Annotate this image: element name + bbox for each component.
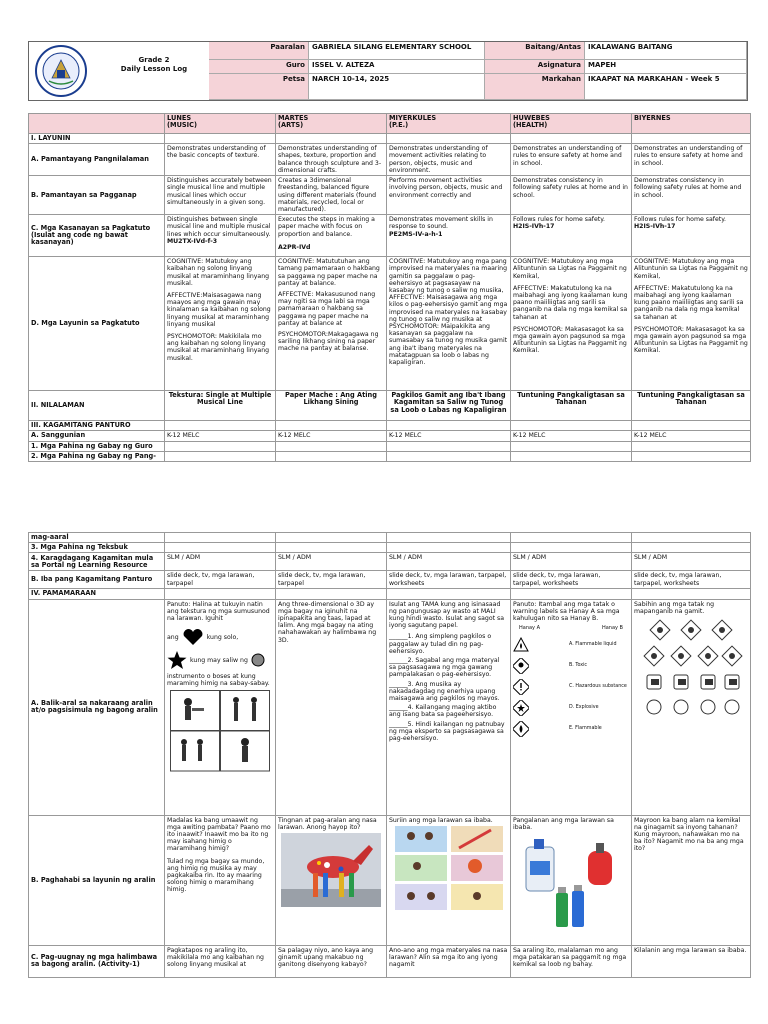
grade-level-label: Baitang/Antas (485, 42, 585, 60)
flame-warning-icon (513, 637, 529, 653)
paghahabi-wed: Suriin ang mga larawan sa ibaba. (387, 815, 511, 945)
chemical-containers-image (516, 833, 626, 933)
row-layunin-pagkatuto: D. Mga Layunin sa Pagkatuto COGNITIVE: Matutukoy ang kaibahan ng solong linyang musikal at maraminhang linyang musikal. AFFECTIVE:Maisasagawa nang maayos ang mga gawain may kinalaman sa kaibahan ng solong linyang musikal at maraminhang linyang musikal PSYCHOMOTOR: Makikilala mo ang kaibahan ng solong linyang musikal at maraminhang linyang musikal. COGNITIVE: Matututuhan ang tamang pamamaraan o hakbang sa paggawa ng paper mache na pantay at balance. AFFECTIVE: Makasusunod nang may ngiti sa mga labi sa mga pamamaraan o hakbang sa paggawa ng paper mache na pantay at balance at PSYCHOMOTOR:Makagagawa ng sariling likhang sining na paper mache na pantay at balanse. COGNITIVE: Matutukoy ang mga pang improvised na materyales na maaring gamitin sa paggalaw o pag-eehersisyo at pagsasayaw na kasabay ng tunog o saliw ng musika, AFFECTIVE: Maisasagawa ang mga kilos o pag-eehersisyo gamit ang mga improvised na materyales na kasabay ng tunog o saliw ng musika at PSYCHOMOTOR: Maipakikita ang kasanayan sa paggalaw na sumasabay sa tunog ng musika gamit ang iba't ibang materyales na matatagpuan sa loob o labas ng kapaligiran. COGNITIVE: Matutukoy ang mga Alituntunin sa Ligtas na Paggamit ng Kemikal, AFFECTIVE: Makatutulong ka na maibahagi ang iyong kaalaman kung paano maiiliigtas ang sarili sa panganib na dala ng mga kemikal sa tahanan at PSYCHOMOTOR: Makasasagot ka sa mga gawain ayon pagsunod sa mga Alituntunin sa Ligtas na Paggamit ng Kemikal. COGNITIVE: Matutukoy ang mga Alituntunin sa Ligtas na Paggamit ng Kemikal, AFFECTIVE: Makatutulong ka na maibahagi ang iyong kaalaman kung paano maiiliigtas ang sarili sa panganib na dala ng mga kemikal sa tahanan at PSYCHOMOTOR: Makasasagot ka sa mga gawain ayon pagsunod sa mga Alituntunin sa Ligtas na Paggamit ng Kemikal. (29, 257, 751, 391)
matching-list: A. Flammable liquid B. Toxic C. Hazardous substance D. Explosive E. Flammable (513, 634, 629, 739)
subject-label: Asignatura (485, 60, 585, 74)
row-paghahabi: B. Paghahabi sa layunin ng aralin Madalas ka bang umaawit ng mga awiting pambata? Paano mo ito inaawit? Inaawit mo ba ito ng may isahang himig o maramihang himig? Tulad ng mga bagay sa mundo, ang himig ng musika ay may pagkakaiba rin. Ito ay maaring solong himig o maramihang himig. Tingnan at pag-aralan ang nasa larawan. Anong hayop ito? Suriin ang mga larawan sa ibaba. Pangalanan ang mga larawan sa ibaba. Mayroon ka bang alam na kemikal na ginagamit sa inyong tahanan? Kung mayroon, nahawakan mo na ba ito? Nagamit mo na ba ang mga ito? (29, 815, 751, 945)
grade-label: Grade 2 (138, 56, 170, 64)
row-gabay-guro: 1. Mga Pahina ng Gabay ng Guro (29, 441, 751, 451)
quarter-value: IKAAPAT NA MARKAHAN - Week 5 (585, 74, 747, 100)
date-value: NARCH 10-14, 2025 (309, 74, 485, 100)
star-icon (167, 650, 187, 670)
paghahabi-thu: Pangalanan ang mga larawan sa ibaba. (511, 815, 632, 945)
paper-mache-horse-image (281, 833, 381, 907)
header-block (28, 41, 748, 101)
heart-icon (182, 628, 204, 646)
explosion-warning-icon (513, 700, 529, 716)
exclamation-warning-icon (513, 679, 529, 695)
section-kagamitan: III. KAGAMITANG PANTURO (29, 421, 751, 431)
day-header-tue: MARTES (ARTS) (276, 114, 387, 134)
row-teksbuk: 3. Mga Pahina ng Teksbuk (29, 543, 751, 553)
day-header-fri: BIYERNES (632, 114, 751, 134)
lesson-table-part-2 (28, 532, 751, 978)
balik-aral-fri: Sabihin ang mga tatak ng mapanganib na gamit. (632, 599, 751, 815)
singers-illustration (170, 690, 270, 772)
day-header-thu: HUWEBES (HEALTH) (511, 114, 632, 134)
teacher-value: ISSEL V. ALTEZA (309, 60, 485, 74)
section-layunin: I. LAYUNIN (29, 134, 751, 144)
day-header-mon: LUNES (MUSIC) (165, 114, 276, 134)
circle-icon (251, 653, 265, 667)
header-title (119, 56, 189, 74)
log-title: Daily Lesson Log (120, 65, 188, 73)
grade-level-value: IKALAWANG BAITANG (585, 42, 747, 60)
school-value: GABRIELA SILANG ELEMENTARY SCHOOL (309, 42, 485, 60)
row-iba-pa: B. Iba pang Kagamitang Panturo slide deck, tv, mga larawan, tarpapel slide deck, tv, mga larawan, tarpapel slide deck, tv, mga larawan, tarpapel, worksheets slide deck, tv, mga larawan, tarpapel, worksheets slide deck, tv, mga larawan, tarpapel, worksheets (29, 571, 751, 589)
row-pag-uugnay: C. Pag-uugnay ng mga halimbawa sa bagong aralin. (Activity-1) Pagkatapos ng araling ito, makikilala mo ang kaibahan ng solong linyang musikal at Sa palagay niyo, ano kaya ang ginamit upang makabuo ng ganitong disenyong kabayo? Ano-ano ang mga materyales na nasa larawan? Alin sa mga ito ang iyong nagamit Sa araling ito, malalaman mo ang mga patakaran sa paggamit ng mga kemikal sa loob ng bahay. Kilalanin ang mga larawan sa ibaba. (29, 945, 751, 977)
fire-warning-icon (513, 721, 529, 737)
deped-seal-icon (35, 45, 87, 97)
school-label: Paaralan (209, 42, 309, 60)
row-nilalaman: II. NILALAMAN Tekstura: Single at Multiple Musical Line Paper Mache : Ang Ating Likhang Sining Pagkilos Gamit ang Iba't Ibang Kagamitan sa Saliw ng Tunog sa Loob o Labas ng Kapaligiran Tuntuning Pangkaligtasan sa Tahanan Tuntuning Pangkaligtasan sa Tahanan (29, 391, 751, 421)
day-header-wed: MIYERKULES (P.E.) (387, 114, 511, 134)
row-karagdagang: 4. Karagdagang Kagamitan mula sa Portal ng Learning Resource SLM / ADM SLM / ADM SLM / ADM SLM / ADM SLM / ADM (29, 553, 751, 571)
lesson-table-part-1 (28, 113, 751, 462)
row-kasanayan: C. Mga Kasanayan sa Pagkatuto (Isulat ang code ng bawat kasanayan) Distinguishes between single musical line and multiple musical lines which occur simultaneously. MU2TX-IVd-f-3 Executes the steps in making a paper mache with focus on proportion and balance. A2PR-IVd Demonstrates movement skills in response to sound. PE2MS-IV-a-h-1 Follows rules for home safety. H2IS-IVh-17 Follows rules for home safety. H2IS-IVh-17 (29, 215, 751, 257)
paghahabi-tue: Tingnan at pag-aralan ang nasa larawan. Anong hayop ito? (276, 815, 387, 945)
row-pang-aaral-top: 2. Mga Pahina ng Gabay ng Pang- (29, 451, 751, 461)
row-sanggunian: A. Sanggunian K-12 MELC K-12 MELC K-12 MELC K-12 MELC K-12 MELC (29, 431, 751, 441)
teacher-label: Guro (209, 60, 309, 74)
row-pang-aaral-bottom: mag-aaral (29, 533, 751, 543)
hazard-symbols-grid (639, 617, 743, 717)
balik-aral-thu: Panuto: Itambal ang mga tatak o warning labels sa Hanay A sa mga kahulugan nito sa Hanay B. Hanay A Hanay B A. Flammable liquid B. Toxic C. Hazardous substance D. Explosive E. Flammable (511, 599, 632, 815)
section-pamamaraan: IV. PAMAMARAAN (29, 589, 751, 599)
quarter-label: Markahan (485, 74, 585, 100)
row-pamantayang: A. Pamantayang Pangnilalaman Demonstrates understanding of the basic concepts of texture. Demonstrates understanding of shapes, texture, proportion and balance through sculpture and 3-dimensional crafts. Demonstrates understanding of movement activities relating to person, objects, music and environment. Demonstrates an understanding of rules to ensure safety at home and in school. Demonstrates an understanding of rules to ensure safety at home and in school. (29, 144, 751, 176)
balik-aral-mon: Panuto: Halina at tukuyin natin ang tekstura ng mga sumusunod na larawan. Iguhit ang kung solo, kung may saliw ng instrumento o boses at kung maraming himig na sabay-sabay. (165, 599, 276, 815)
days-header-row (29, 114, 751, 134)
balik-aral-wed: Isulat ang TAMA kung ang isinasaad ng pangungusap ay wasto at MALI kung hindi wasto. Isulat ang sagot sa iyong sagutang papel. ______1. Ang simpleng pagkilos o paggalaw ay tulad din ng pag-eehersisyo. ______2. Sagabal ang mga materyal sa pagsasagawa ng mga gawang pampalakasan o pag-eehersisyo. ______3. Ang musika ay nakadadagdag ng enerhiya upang maisagawa ang pagkilos ng mayos. ______4. Kailangang maging aktibo ang isang bata sa pageehersisyo. ______5. Hindi kailangan ng patnubay ng mga eksperto sa pagsasagawa sa pag-eehersisyo. (387, 599, 511, 815)
date-label: Petsa (209, 74, 309, 100)
row-balik-aral: A. Balik-aral sa nakaraang aralin at/o pagsisimula ng bagong aralin Panuto: Halina at tukuyin natin ang tekstura ng mga sumusunod na larawan. Iguhit ang kung solo, kung may saliw ng instrumento o boses at kung maraming himig na sabay-sabay. Ang three-dimensional o 3D ay mga bagay na iginuhit na ipinapakita ang taas, lapad at lalim. Ang mga bagay na ating nahahawakan ay halimbawa ng 3D. Isulat ang TAMA kung ang isinasaad ng pangungusap ay wasto at MALI kung hindi wasto. Isulat ang sagot sa iyong sagutang papel. ______1. Ang simpleng pagkilos o paggalaw ay tulad din ng pag-eehersisyo. ______2. Sagabal ang mga materyal sa pagsasagawa ng mga gawang pampalakasan o pag-eehersisyo. ______3. Ang musika ay nakadadagdag ng enerhiya upang maisagawa ang pagkilos ng mayos. ______4. Kailangang maging aktibo ang isang bata sa pageehersisyo. ______5. Hindi kailangan ng patnubay ng mga eksperto sa pagsasagawa sa pag-eehersisyo. Panuto: Itambal ang mga tatak o warning labels sa Hanay A sa mga kahulugan nito sa Hanay B. Hanay A Hanay B A. Flammable liquid B. Toxic C. Hazardous substance D. Explosive E. Flammable Sabihin ang mga tatak ng mapanganib na gamit. (29, 599, 751, 815)
subject-value: MAPEH (585, 60, 747, 74)
corner-cell (29, 114, 165, 134)
header-grid (209, 42, 747, 100)
exercise-photos (395, 826, 503, 910)
row-pagganap: B. Pamantayan sa Pagganap Distinguishes accurately between single musical line and multiple musical lines which occur simultaneously in a given song. Creates a 3dimensional freestanding, balanced figure using different materials (found materials, recycled, local or manufactured). Performs movement activities involving person, objects, music and environment correctly and Demonstrates consistency in following safety rules at home and in school. Demonstrates consistency in following safety rules at home and in school. (29, 176, 751, 215)
skull-warning-icon (513, 658, 529, 674)
